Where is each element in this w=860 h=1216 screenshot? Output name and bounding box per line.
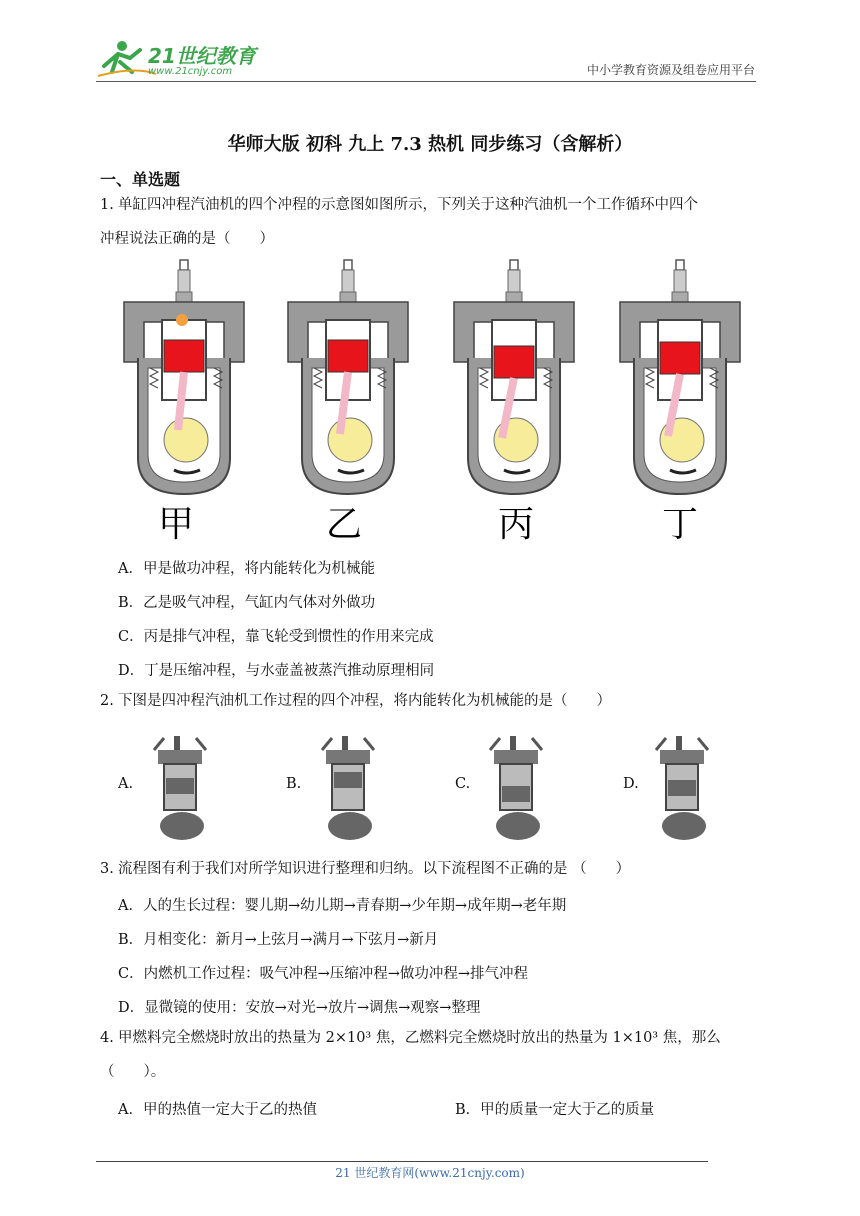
question-text-line: （ ）。 bbox=[100, 1064, 166, 1080]
figure-label-jia: 甲 bbox=[157, 504, 195, 545]
question-4 bbox=[100, 1021, 763, 1089]
page-title: 华师大版 初科 九上 7.3 热机 同步练习（含解析） bbox=[227, 134, 633, 155]
engine-strokes-figure bbox=[118, 258, 758, 548]
question-text-line: 流程图有利于我们对所学知识进行整理和归纳。以下流程图不正确的是 （ ） bbox=[118, 861, 631, 877]
option-a: A. bbox=[118, 776, 134, 792]
figure-label-ding: 丁 bbox=[661, 504, 699, 545]
small-engine-figures bbox=[140, 726, 740, 848]
small-engine-c bbox=[490, 736, 542, 840]
question-text-line: 单缸四冲程汽油机的四个冲程的示意图如图所示，下列关于这种汽油机一个工作循环中四个 bbox=[118, 197, 698, 213]
small-engine-a bbox=[154, 736, 206, 840]
option-a: A．甲的热值一定大于乙的热值 bbox=[118, 1102, 317, 1118]
question-text-line: 甲燃料完全燃烧时放出的热量为 2×10³ 焦，乙燃料完全燃烧时放出的热量为 1×10³ 焦，那么 bbox=[118, 1030, 721, 1046]
option-b: B．月相变化：新月→上弦月→满月→下弦月→新月 bbox=[118, 932, 439, 948]
small-engine-d bbox=[656, 736, 708, 840]
question-number: 1. bbox=[100, 197, 114, 213]
question-2 bbox=[100, 684, 763, 718]
small-engine-b bbox=[322, 736, 374, 840]
option-c: C. bbox=[455, 776, 471, 792]
footer-divider bbox=[96, 1161, 708, 1162]
option-b: B．乙是吸气冲程，气缸内气体对外做功 bbox=[118, 595, 376, 611]
question-number: 3. bbox=[100, 861, 114, 877]
header-divider bbox=[96, 81, 756, 82]
question-text-line: 下图是四冲程汽油机工作过程的四个冲程，将内能转化为机械能的是（ ） bbox=[118, 693, 611, 709]
logo-url: www.21cnjy.com bbox=[148, 66, 233, 77]
option-a: A．人的生长过程：婴儿期→幼儿期→青春期→少年期→成年期→老年期 bbox=[118, 898, 567, 914]
engine-diagram-ding bbox=[620, 260, 740, 494]
question-3 bbox=[100, 852, 763, 886]
logo-text: 21世纪教育 bbox=[148, 44, 256, 68]
option-a: A．甲是做功冲程，将内能转化为机械能 bbox=[118, 561, 375, 577]
engine-diagram-yi bbox=[288, 260, 408, 494]
question-number: 2. bbox=[100, 693, 114, 709]
figure-label-yi: 乙 bbox=[325, 504, 363, 545]
figure-label-bing: 丙 bbox=[497, 504, 535, 545]
question-text-line: 冲程说法正确的是（ ） bbox=[100, 231, 274, 247]
site-logo bbox=[96, 36, 266, 84]
option-d: D．丁是压缩冲程，与水壶盖被蒸汽推动原理相同 bbox=[118, 663, 435, 679]
footer-text[interactable]: 21 世纪教育网(www.21cnjy.com) bbox=[335, 1166, 525, 1180]
engine-diagram-jia bbox=[124, 260, 244, 494]
option-d: D．显微镜的使用：安放→对光→放片→调焦→观察→整理 bbox=[118, 1000, 481, 1016]
option-b: B．甲的质量一定大于乙的质量 bbox=[455, 1102, 655, 1118]
question-number: 4. bbox=[100, 1030, 114, 1046]
option-c: C．丙是排气冲程，靠飞轮受到惯性的作用来完成 bbox=[118, 629, 434, 645]
option-b: B. bbox=[286, 776, 302, 792]
question-1 bbox=[100, 188, 763, 256]
engine-diagram-bing bbox=[454, 260, 574, 494]
section-heading: 一、单选题 bbox=[100, 170, 181, 189]
option-c: C．内燃机工作过程：吸气冲程→压缩冲程→做功冲程→排气冲程 bbox=[118, 966, 529, 982]
header-platform-text: 中小学教育资源及组卷应用平台 bbox=[586, 63, 755, 77]
option-d: D. bbox=[623, 776, 639, 792]
